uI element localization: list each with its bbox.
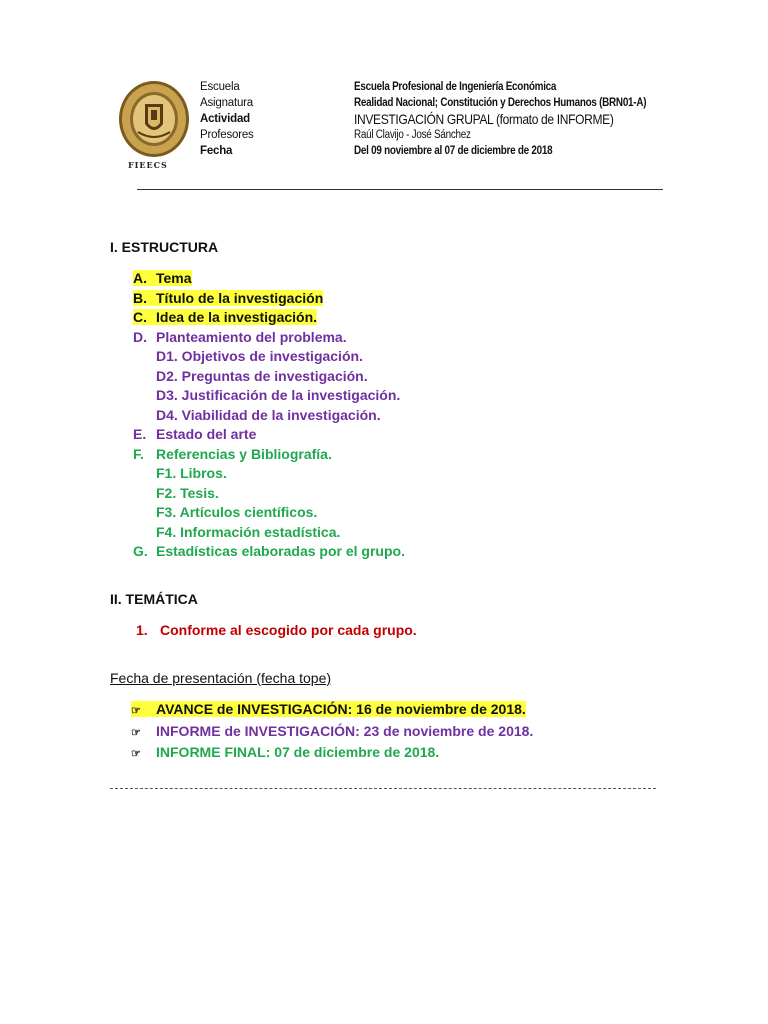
list-marker: G.: [133, 543, 148, 559]
header-labels: [200, 79, 254, 159]
deadline-informe-investigacion: [131, 722, 533, 744]
pointing-hand-icon: ☞: [131, 726, 141, 739]
pointing-hand-icon: ☞: [131, 748, 141, 760]
list-item-f2: F2. Tesis.: [156, 484, 219, 501]
value-professors: Raúl Clavijo - José Sánchez: [354, 129, 471, 141]
list-item-f3: F3. Artículos científicos.: [156, 504, 318, 520]
estructura-list: [133, 269, 405, 562]
list-item-text: Idea de la investigación.: [156, 309, 318, 325]
list-item-f: [133, 445, 405, 465]
pointing-hand-icon: ☞: [131, 705, 141, 717]
list-item-f1: F1. Libros.: [156, 465, 227, 481]
deadline-text: INFORME FINAL: 07 de diciembre de 2018.: [156, 744, 440, 760]
header-divider: [137, 189, 663, 190]
list-marker: E.: [133, 426, 147, 442]
label-school: Escuela: [200, 81, 240, 93]
list-item-text: Planteamiento del problema.: [156, 328, 347, 345]
list-item-d2: D2. Preguntas de investigación.: [156, 367, 368, 384]
list-item-text: Tema: [156, 270, 192, 286]
deadlines-list: [131, 700, 533, 765]
list-marker: C.: [133, 309, 147, 325]
value-subject: Realidad Nacional; Constitución y Derechos Humanos (BRN01-A): [354, 97, 647, 109]
list-item-f4: F4. Información estadística.: [156, 523, 341, 540]
list-item-d: [133, 328, 405, 348]
list-marker: B.: [133, 289, 147, 306]
university-seal-icon: [118, 80, 190, 158]
list-marker: D.: [133, 328, 147, 345]
value-date: Del 09 noviembre al 07 de diciembre de 2018: [354, 145, 553, 157]
label-subject: Asignatura: [200, 97, 253, 109]
list-marker: 1.: [136, 622, 148, 638]
section-title-tematica: II. TEMÁTICA: [110, 591, 198, 607]
tematica-item-1: [136, 622, 417, 638]
header-values: [354, 79, 694, 159]
list-item-text: Conforme al escogido por cada grupo.: [160, 622, 417, 638]
section-title-estructura: I. ESTRUCTURA: [110, 239, 219, 255]
list-item-d4: D4. Viabilidad de la investigación.: [156, 406, 381, 423]
seal-caption: FIEECS: [128, 160, 168, 170]
list-item-text: Estadísticas elaboradas por el grupo.: [156, 543, 405, 559]
label-activity: Actividad: [200, 113, 250, 125]
deadline-text: AVANCE de INVESTIGACIÓN: 16 de noviembre de 2018.: [156, 701, 526, 717]
deadline-text: INFORME de INVESTIGACIÓN: 23 de noviembre de 2018.: [156, 722, 534, 739]
footer-divider: [110, 788, 656, 789]
deadline-informe-final: [131, 743, 533, 765]
list-item-c: [133, 308, 405, 328]
list-item-d1: D1. Objetivos de investigación.: [156, 348, 363, 364]
list-item-text: Referencias y Bibliografía.: [156, 445, 332, 462]
list-item-d3: D3. Justificación de la investigación.: [156, 387, 401, 403]
list-item-b: [133, 289, 405, 309]
list-item-e: [133, 425, 405, 445]
label-professors: Profesores: [200, 129, 254, 141]
list-item-g: [133, 542, 405, 562]
deadlines-title: Fecha de presentación (fecha tope): [110, 670, 332, 686]
value-activity: INVESTIGACIÓN GRUPAL (formato de INFORME): [354, 111, 614, 127]
value-school: Escuela Profesional de Ingeniería Económica: [354, 81, 557, 93]
list-marker: A.: [133, 270, 147, 286]
list-item-text: Título de la investigación: [156, 289, 324, 306]
list-marker: F.: [133, 445, 144, 462]
label-date: Fecha: [200, 145, 233, 157]
deadline-avance: [131, 700, 533, 722]
list-item-a: [133, 269, 405, 289]
list-item-text: Estado del arte: [156, 426, 257, 442]
